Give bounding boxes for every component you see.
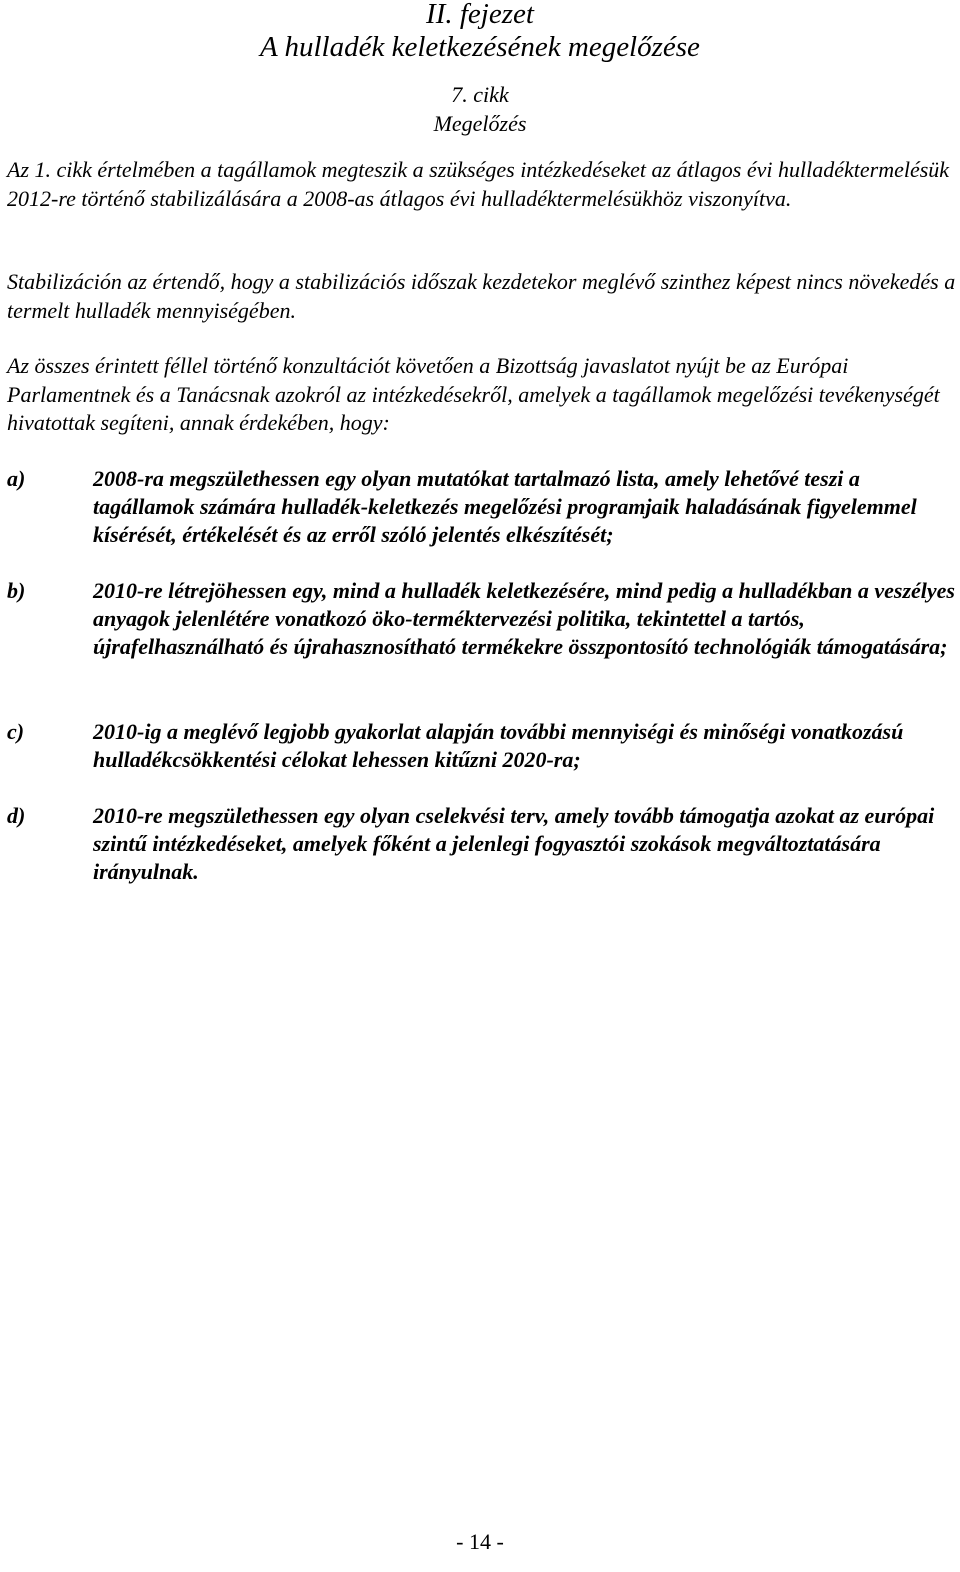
- list-letter: c): [7, 719, 25, 744]
- chapter-number: II. fejezet: [426, 0, 534, 30]
- list-letter: b): [7, 578, 26, 603]
- paragraph-1: Az 1. cikk értelmében a tagállamok megteszik a szükséges intézkedéseket az átlagos évi hulladéktermelésük 2012-re történő stabilizálására a 2008-as átlagos évi hulladéktermelésükhöz viszonyítva.: [7, 157, 950, 211]
- chapter-heading: [0, 0, 960, 64]
- list-letter: a): [7, 466, 26, 491]
- list-text: 2010-re megszülethessen egy olyan cselekvési terv, amely tovább támogatja azokat az európai szintű intézkedéseket, amelyek főként a jelenlegi fogyasztói szokások megváltoztatására irányulnak.: [93, 803, 935, 884]
- chapter-title: A hulladék keletkezésének megelőzése: [260, 31, 700, 63]
- list-letter: d): [7, 803, 26, 828]
- article-number: 7. cikk: [451, 82, 509, 107]
- article-heading: [0, 80, 960, 138]
- paragraph-2: Stabilizáción az értendő, hogy a stabilizációs időszak kezdetekor meglévő szinthez képest nincs növekedés a termelt hulladék mennyiségében.: [7, 269, 956, 323]
- article-title: Megelőzés: [433, 111, 527, 136]
- paragraph-3: Az összes érintett féllel történő konzultációt követően a Bizottság javaslatot nyújt be az Európai Parlamentnek és a Tanácsnak azokról az intézkedésekről, amelyek a tagállamok megelőzési tevékenységét hivatottak segíteni, annak érdekében, hogy:: [7, 353, 940, 435]
- list-text: 2008-ra megszülethessen egy olyan mutatókat tartalmazó lista, amely lehetővé teszi a tagállamok számára hulladék-keletkezés megelőzési programjaik haladásának figyelemmel kísérését, értékelését és az erről szóló jelentés elkészítését;: [93, 466, 917, 547]
- list-text: 2010-ig a meglévő legjobb gyakorlat alapján további mennyiségi és minőségi vonatkozású hulladékcsökkentési célokat lehessen kitűzni 2020-ra;: [93, 719, 904, 772]
- page-number: - 14 -: [456, 1529, 504, 1554]
- list-text: 2010-re létrejöhessen egy, mind a hulladék keletkezésére, mind pedig a hulladékban a veszélyes anyagok jelenlétére vonatkozó öko-terméktervezési politika, tekintettel a tartós, újrafelhasználható és újrahasznosítható termékekre összpontosító technológiák támogatására;: [93, 578, 955, 659]
